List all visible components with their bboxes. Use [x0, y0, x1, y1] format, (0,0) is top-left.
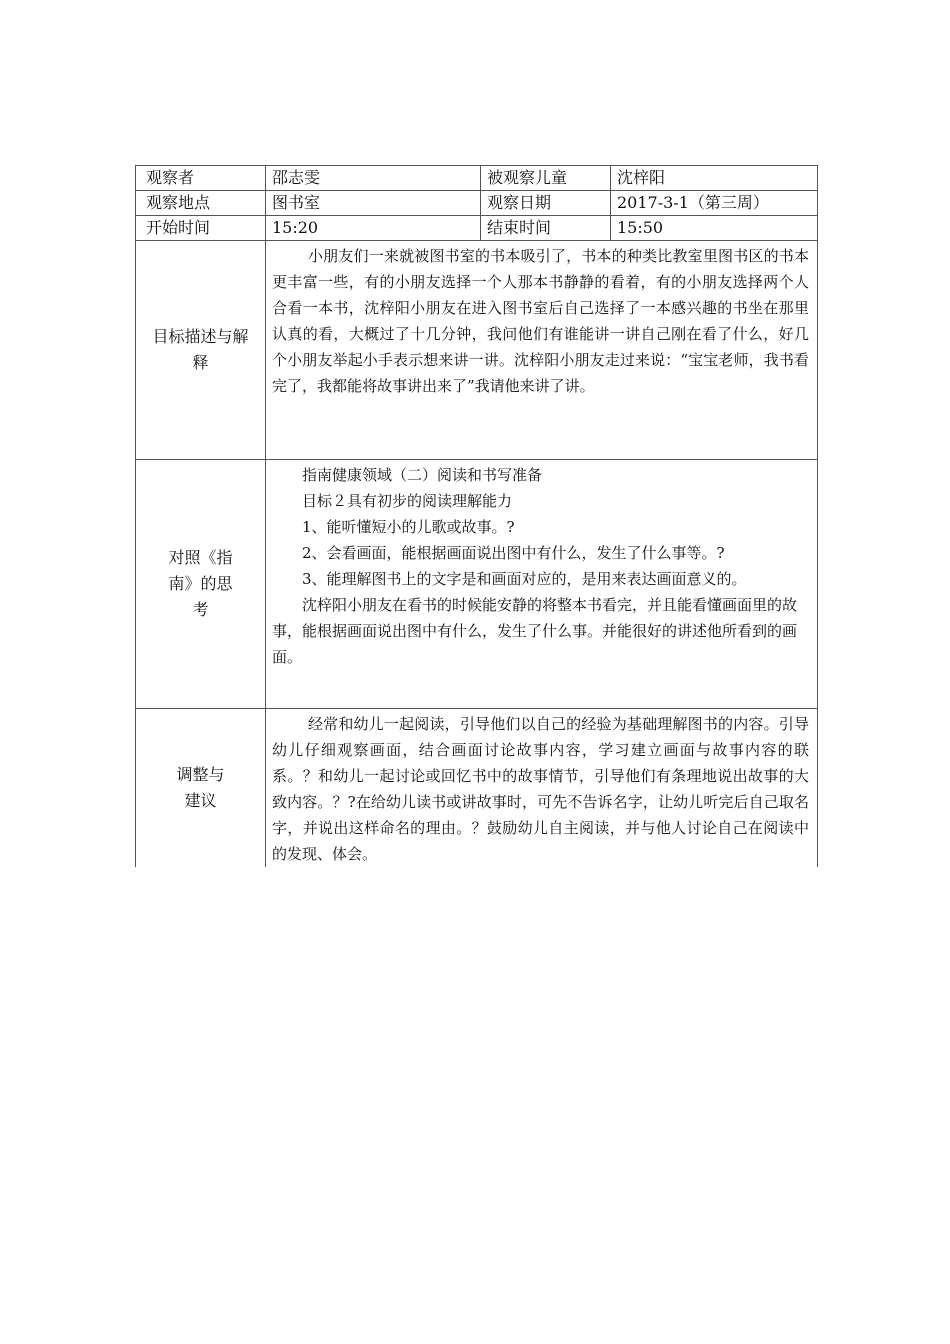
date-value: 2017-3-1（第三周）	[611, 191, 818, 216]
time-row	[136, 216, 818, 241]
target-description	[266, 241, 818, 460]
guide-line: 目标２具有初步的阅读理解能力	[302, 492, 513, 510]
guide-line: 指南健康领域（二）阅读和书写准备	[302, 466, 543, 484]
guide-reflection-text: 沈梓阳小朋友在看书的时候能安静的将整本书看完，并且能看懂画面里的故事，能根据画面说出图中有什么，发生了什么事。并能很好的讲述他所看到的画面。	[272, 596, 798, 666]
guide-line: 2、会看画面，能根据画面说出图中有什么，发生了什么事等。?	[302, 544, 725, 562]
advice-label-line2: 建议	[184, 791, 217, 810]
advice-label-line1: 调整与	[176, 765, 225, 784]
end-label: 结束时间	[481, 216, 611, 241]
target-label-line1: 目标描述与解	[152, 327, 249, 346]
advice-text: 经常和幼儿一起阅读，引导他们以自己的经验为基础理解图书的内容。引导幼儿仔细观察画面，结合画面讨论故事内容，学习建立画面与故事内容的联系。？和幼儿一起讨论或回忆书中的故事情节，引导他们有条理地说出故事的大致内容。？?在给幼儿读书或讲故事时，可先不告诉名字，让幼儿听完后自己取名字，并说出这样命名的理由。？鼓励幼儿自主阅读，并与他人讨论自己在阅读中的发现、体会。	[272, 715, 809, 863]
observer-label: 观察者	[136, 166, 266, 191]
child-label: 被观察儿童	[481, 166, 611, 191]
guide-line: 3、能理解图书上的文字是和画面对应的，是用来表达画面意义的。	[302, 570, 747, 588]
advice-content	[266, 709, 818, 868]
guide-row	[136, 460, 818, 709]
observer-value: 邵志雯	[266, 166, 481, 191]
guide-line: 1、能听懂短小的儿歌或故事。?	[302, 518, 515, 536]
target-text: 小朋友们一来就被图书室的书本吸引了，书本的种类比教室里图书区的书本更丰富一些，有的小朋友选择一个人那本书静静的看着，有的小朋友选择两个人合看一本书，沈梓阳小朋友在进入图书室后自己选择了一本感兴趣的书坐在那里认真的看，大概过了十几分钟，我问他们有谁能讲一讲自己刚在看了什么，好几个小朋友举起小手表示想来讲一讲。沈梓阳小朋友走过来说：“宝宝老师，我书看完了，我都能将故事讲出来了”我请他来讲了讲。	[272, 247, 809, 395]
guide-label	[136, 460, 266, 709]
start-label: 开始时间	[136, 216, 266, 241]
observation-record-table	[135, 165, 818, 867]
target-label-line2: 释	[192, 353, 209, 372]
guide-reflection	[266, 460, 818, 709]
place-value: 图书室	[266, 191, 481, 216]
advice-row	[136, 709, 818, 868]
child-value: 沈梓阳	[611, 166, 818, 191]
guide-label-line3: 考	[192, 600, 209, 619]
observer-row	[136, 166, 818, 191]
date-label: 观察日期	[481, 191, 611, 216]
target-label	[136, 241, 266, 460]
place-row	[136, 191, 818, 216]
guide-label-line2: 南》的思	[168, 574, 233, 593]
start-value: 15:20	[266, 216, 481, 241]
place-label: 观察地点	[136, 191, 266, 216]
guide-label-line1: 对照《指	[168, 548, 233, 567]
target-row	[136, 241, 818, 460]
advice-label	[136, 709, 266, 868]
end-value: 15:50	[611, 216, 818, 241]
